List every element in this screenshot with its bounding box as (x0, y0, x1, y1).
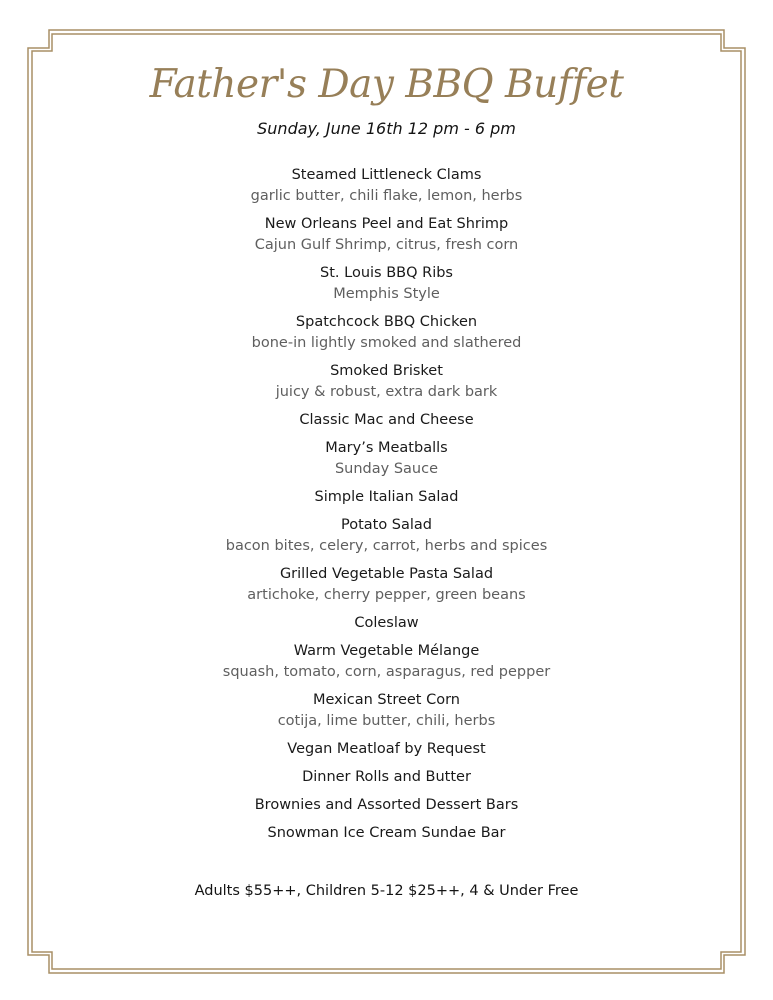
menu-item-description: juicy & robust, extra dark bark (275, 384, 498, 400)
menu-item (0, 766, 773, 788)
menu-item-name: Coleslaw (354, 615, 419, 631)
menu-item-name: St. Louis BBQ Ribs (320, 265, 453, 281)
menu-item-name: Vegan Meatloaf by Request (287, 741, 486, 757)
menu-item (0, 640, 773, 683)
menu-item (0, 409, 773, 431)
menu-item (0, 689, 773, 732)
menu-list (0, 164, 773, 850)
menu-item (0, 514, 773, 557)
menu-item-description: Sunday Sauce (334, 461, 439, 477)
menu-item (0, 360, 773, 403)
menu-item-name: Grilled Vegetable Pasta Salad (279, 566, 494, 582)
menu-item-description: garlic butter, chili flake, lemon, herbs (250, 188, 523, 204)
menu-item-name: Dinner Rolls and Butter (302, 769, 471, 785)
menu-item (0, 794, 773, 816)
menu-item (0, 612, 773, 634)
menu-item-description: Cajun Gulf Shrimp, citrus, fresh corn (254, 237, 519, 253)
menu-item-description: bone-in lightly smoked and slathered (251, 335, 522, 351)
menu-item (0, 486, 773, 508)
menu-item (0, 311, 773, 354)
menu-item-name: Warm Vegetable Mélange (293, 643, 480, 659)
menu-item (0, 213, 773, 256)
menu-item-description: bacon bites, celery, carrot, herbs and spices (225, 538, 548, 554)
menu-item-description: Memphis Style (333, 286, 440, 302)
menu-item (0, 822, 773, 844)
menu-item (0, 563, 773, 606)
menu-item-name: Mary’s Meatballs (325, 440, 448, 456)
menu-item-name: Classic Mac and Cheese (299, 412, 474, 428)
menu-item-description: artichoke, cherry pepper, green beans (247, 587, 526, 603)
menu-item (0, 738, 773, 760)
menu-item-name: Snowman Ice Cream Sundae Bar (267, 825, 506, 841)
menu-item-name: Smoked Brisket (330, 363, 443, 379)
menu-item-name: Mexican Street Corn (312, 692, 460, 708)
menu-item-description: cotija, lime butter, chili, herbs (277, 713, 496, 729)
menu-item-description: squash, tomato, corn, asparagus, red pepper (222, 664, 551, 680)
menu-item-name: New Orleans Peel and Eat Shrimp (264, 216, 509, 232)
menu-item (0, 437, 773, 480)
menu-item-name: Simple Italian Salad (314, 489, 459, 505)
event-date-time: Sunday, June 16th 12 pm - 6 pm (257, 119, 516, 138)
pricing-info: Adults $55++, Children 5-12 $25++, 4 & Under Free (194, 883, 579, 899)
menu-item-name: Potato Salad (340, 517, 433, 533)
menu-item-name: Steamed Littleneck Clams (291, 167, 482, 183)
page-title: Father's Day BBQ Buffet (149, 62, 624, 107)
menu-item (0, 164, 773, 207)
menu-item-name: Brownies and Assorted Dessert Bars (254, 797, 519, 813)
menu-item-name: Spatchcock BBQ Chicken (295, 314, 478, 330)
menu-item (0, 262, 773, 305)
